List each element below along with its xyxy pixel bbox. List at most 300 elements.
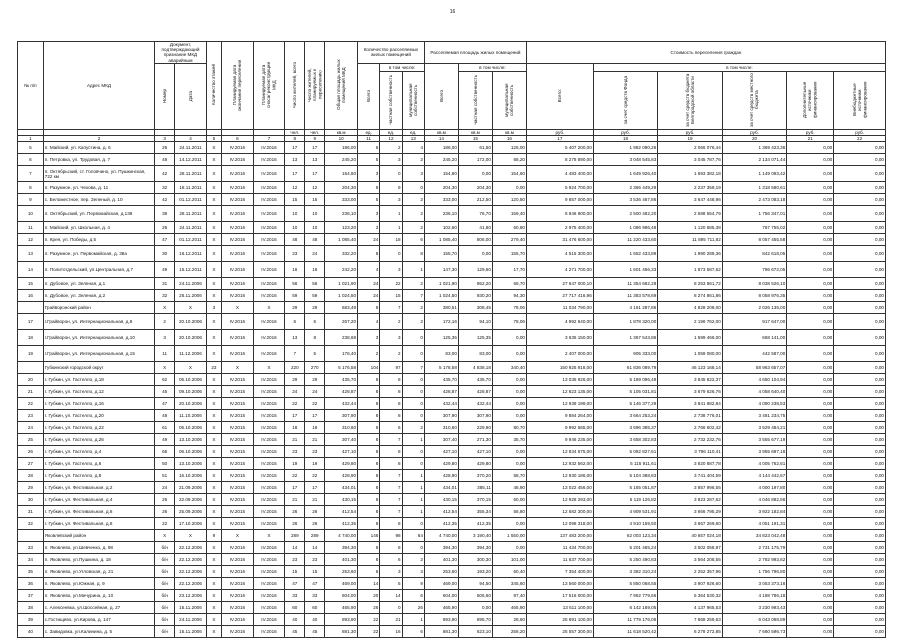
table-cell: 204,30 xyxy=(424,182,458,194)
table-cell: 1 367 543,86 xyxy=(593,330,658,346)
table-cell: IV.2016 xyxy=(222,602,254,614)
table-cell: 26 xyxy=(285,506,305,518)
table-cell: 12 928 293,00 xyxy=(526,494,593,506)
table-cell: 7 962 779,66 xyxy=(593,590,658,602)
table-cell: 4 090 238,53 xyxy=(722,398,787,410)
table-cell: 26 xyxy=(155,142,175,154)
table-cell: 5 xyxy=(305,346,325,362)
table-cell: IV.2016 xyxy=(222,590,254,602)
unit-cell: кв.м xyxy=(492,129,526,135)
table-row xyxy=(18,422,886,434)
table-row xyxy=(18,542,886,554)
table-cell: 7 xyxy=(380,506,402,518)
table-cell: 0,00 xyxy=(834,578,886,590)
table-cell: 2 xyxy=(402,554,424,566)
table-cell: 0 xyxy=(402,386,424,398)
column-number: 20 xyxy=(722,136,787,142)
table-cell: 8 057 455,58 xyxy=(722,234,787,246)
table-row xyxy=(18,182,886,194)
table-cell: 21 xyxy=(18,386,44,398)
table-cell: 28.11.2011 xyxy=(175,206,207,222)
table-cell: 0,00 xyxy=(492,346,526,362)
table-cell: 154,60 xyxy=(325,166,358,182)
table-cell: 8 xyxy=(380,458,402,470)
table-cell: 24 xyxy=(358,290,380,302)
unit-cell: чел. xyxy=(285,129,305,135)
table-cell: 97 xyxy=(380,362,402,374)
table-cell: 33 xyxy=(18,542,44,554)
table-cell: X xyxy=(206,566,221,578)
table-cell: 2 xyxy=(402,154,424,166)
table-cell: 3 190,40 xyxy=(458,530,492,542)
table-cell: 6 xyxy=(358,142,380,154)
table-cell: 0,00 xyxy=(787,330,834,346)
table-cell: 12 xyxy=(305,182,325,194)
table-cell: 31 xyxy=(18,506,44,518)
table-cell: 13 035 926,00 xyxy=(526,374,593,386)
address-cell: г. Губкин, ул. Фестивальная, д.2 xyxy=(43,482,154,494)
table-cell: 7 xyxy=(380,482,402,494)
table-cell: X xyxy=(206,154,221,166)
col-other: Внебюджетные источники финансирования xyxy=(834,71,886,129)
table-cell: 83,00 xyxy=(424,346,458,362)
table-cell: 58 963 657,07 xyxy=(722,362,787,374)
table-cell: X xyxy=(206,374,221,386)
table-cell: 465,90 xyxy=(492,602,526,614)
table-cell: 428,90 xyxy=(424,470,458,482)
table-cell: 6 xyxy=(358,566,380,578)
table-cell: X xyxy=(206,206,221,222)
table-cell: 172,00 xyxy=(458,154,492,166)
table-cell: 5 105 031,81 xyxy=(593,386,658,398)
table-cell: 26 xyxy=(155,222,175,234)
table-cell: 8 253 861,72 xyxy=(658,278,723,290)
address-cell: п. Яковлево, ул.Мичурина, д. 10 xyxy=(43,590,154,602)
table-cell: 355,34 xyxy=(458,506,492,518)
table-cell: 0 xyxy=(402,458,424,470)
table-cell: 0,00 xyxy=(834,482,886,494)
col-plan-demolish: Планируемая дата сноса/ реконструкции МКД xyxy=(253,42,285,130)
table-cell: 0,00 xyxy=(834,398,886,410)
table-cell: IV.2016 xyxy=(253,346,285,362)
col-local: за счет средств местного бюджета xyxy=(722,71,787,129)
table-cell: 0,00 xyxy=(834,206,886,222)
table-cell: IV.2016 xyxy=(253,578,285,590)
table-cell: X xyxy=(206,434,221,446)
table-cell: 0,00 xyxy=(787,154,834,166)
table-cell: 45 xyxy=(305,626,325,638)
table-cell: 429,80 xyxy=(458,458,492,470)
table-cell: IV.2016 xyxy=(222,314,254,330)
col-area-all: Всего xyxy=(424,63,458,129)
table-cell: 2 xyxy=(402,206,424,222)
table-cell: 7 xyxy=(380,470,402,482)
table-cell: 5 201 465,24 xyxy=(593,542,658,554)
table-cell: 3 xyxy=(358,166,380,182)
table-cell: 370,20 xyxy=(458,470,492,482)
table-cell: 412,35 xyxy=(458,518,492,530)
table-cell: 3 922 182,84 xyxy=(722,506,787,518)
column-number: 7 xyxy=(253,136,285,142)
table-cell: 28.11.2011 xyxy=(175,166,207,182)
table-cell: 3 xyxy=(380,194,402,206)
address-cell: п. Октябрьский, ст. Головчино, ул. Пушкинская, 722 км xyxy=(43,166,154,182)
table-row xyxy=(18,262,886,278)
table-cell: IV.2016 xyxy=(222,194,254,206)
col-rooms-municipal: муниципальная собственность xyxy=(402,71,424,129)
table-cell: 22.09.2006 xyxy=(175,494,207,506)
table-cell: 2 xyxy=(380,142,402,154)
table-cell: 1 xyxy=(402,470,424,482)
table-cell: 0,00 xyxy=(787,290,834,302)
table-cell: 35,70 xyxy=(492,434,526,446)
table-cell: 340,40 xyxy=(492,362,526,374)
table-cell: 7 xyxy=(402,290,424,302)
table-cell: 1 xyxy=(380,222,402,234)
table-cell: 1 982 090,26 xyxy=(593,142,658,154)
table-cell: 61 836 089,79 xyxy=(593,362,658,374)
table-cell: 0,00 xyxy=(834,614,886,626)
table-cell: 4 058 640,40 xyxy=(722,386,787,398)
table-cell: 3 955 697,18 xyxy=(722,446,787,458)
table-cell: 1 652 433,89 xyxy=(593,246,658,262)
table-cell: IV.2015 xyxy=(222,458,254,470)
table-cell: 2 975 400,00 xyxy=(526,222,593,234)
table-cell: 97,40 xyxy=(492,590,526,602)
table-cell: X xyxy=(206,482,221,494)
table-cell: 2 738 776,01 xyxy=(658,410,723,422)
col-doc-group: Документ, подтверждающий признание МКД аварийным xyxy=(155,42,207,64)
table-cell: X xyxy=(206,470,221,482)
table-cell: 4 740,00 xyxy=(424,530,458,542)
table-cell: 0,00 xyxy=(834,494,886,506)
table-cell: 26 xyxy=(305,506,325,518)
unit-cell: руб. xyxy=(593,129,658,135)
col-fund: за счет средств Фонда xyxy=(593,71,658,129)
table-cell: 15 xyxy=(285,566,305,578)
table-cell: IV.2015 xyxy=(222,434,254,446)
address-cell: п. Дубовое, ул. Зеленая, д.2 xyxy=(43,290,154,302)
table-cell: 1 024,50 xyxy=(424,290,458,302)
table-cell: 18 xyxy=(18,330,44,346)
table-cell: 12 582 300,00 xyxy=(526,506,593,518)
table-cell: 9 xyxy=(380,182,402,194)
table-cell: 0,00 xyxy=(458,602,492,614)
table-cell: 4 005 762,61 xyxy=(722,458,787,470)
table-cell: 8 xyxy=(358,446,380,458)
table-cell: 4 828 208,00 xyxy=(658,302,723,314)
table-row xyxy=(18,458,886,470)
table-cell: 21 xyxy=(285,494,305,506)
table-cell: 2 252 357,96 xyxy=(658,566,723,578)
table-cell: 2 473 083,18 xyxy=(722,194,787,206)
col-floors: Количество этажей xyxy=(206,42,221,130)
table-cell: 3 907 926,60 xyxy=(658,578,723,590)
table-cell: 20 xyxy=(18,374,44,386)
column-number: 4 xyxy=(175,136,207,142)
table-cell: 11 034 790,00 xyxy=(526,302,593,314)
table-cell: 146 xyxy=(358,530,380,542)
table-cell: 15 xyxy=(380,290,402,302)
table-cell: 58,70 xyxy=(492,470,526,482)
table-cell: 412,54 xyxy=(424,506,458,518)
table-cell: IV.2015 xyxy=(253,374,285,386)
table-cell: 0 xyxy=(402,410,424,422)
column-number: 16 xyxy=(492,136,526,142)
table-cell: 434,01 xyxy=(325,482,358,494)
table-cell: 35 xyxy=(18,566,44,578)
column-number: 5 xyxy=(206,136,221,142)
table-cell: 270 xyxy=(305,362,325,374)
table-cell: IV.2015 xyxy=(222,374,254,386)
table-cell: IV.2016 xyxy=(253,166,285,182)
address-cell: п. Яковлево, ул.Угловская, д. 21 xyxy=(43,566,154,578)
table-cell: 15.11.2006 xyxy=(175,626,207,638)
table-cell: 11 220 433,60 xyxy=(593,234,658,246)
table-cell: 17 xyxy=(305,142,325,154)
address-cell: г. Губкин, ул. Гастелло, д.4 xyxy=(43,446,154,458)
table-cell: 49 xyxy=(155,262,175,278)
table-cell: 427,10 xyxy=(325,446,358,458)
table-cell: 186,00 xyxy=(325,142,358,154)
table-row xyxy=(18,374,886,386)
table-cell: 4 000 197,80 xyxy=(722,482,787,494)
table-cell: X xyxy=(155,362,175,374)
table-cell: 236,10 xyxy=(325,206,358,222)
subtotal-row xyxy=(18,530,886,542)
col-cost-group: Стоимость переселения граждан xyxy=(526,42,885,64)
address-cell: г. Губкин, ул. Гастелло, д.12 xyxy=(43,386,154,398)
table-cell: X xyxy=(206,626,221,638)
table-cell: 22.12.2006 xyxy=(175,542,207,554)
table-cell: 15 xyxy=(285,194,305,206)
table-row xyxy=(18,222,886,234)
table-cell: 59 xyxy=(285,290,305,302)
table-cell: IV.2015 xyxy=(222,494,254,506)
table-cell: 2 xyxy=(155,314,175,330)
table-cell: 24 xyxy=(305,246,325,262)
table-cell: 1 xyxy=(402,434,424,446)
table-cell: 3 382 310,24 xyxy=(593,566,658,578)
table-cell: IV.2015 xyxy=(253,434,285,446)
table-row xyxy=(18,482,886,494)
table-cell: 2 731 175,79 xyxy=(722,542,787,554)
table-cell: 26 xyxy=(402,602,424,614)
table-cell: 26 xyxy=(285,518,305,530)
table-cell: 2 xyxy=(402,314,424,330)
table-cell: 279,40 xyxy=(492,234,526,246)
table-cell: б/н xyxy=(155,590,175,602)
table-cell: 258,20 xyxy=(492,626,526,638)
table-cell: 15.11.2006 xyxy=(175,602,207,614)
table-cell: 2 xyxy=(358,346,380,362)
unit-cell: руб. xyxy=(658,129,723,135)
table-cell: 2 366 449,29 xyxy=(593,182,658,194)
table-cell: IV.2016 xyxy=(253,602,285,614)
table-cell: 0,00 xyxy=(834,518,886,530)
table-cell: 917 647,00 xyxy=(722,314,787,330)
table-cell: 0,00 xyxy=(834,290,886,302)
table-cell: 1 149 093,42 xyxy=(722,166,787,182)
table-cell: 24 xyxy=(155,482,175,494)
table-cell: X xyxy=(206,246,221,262)
table-cell: 154,60 xyxy=(492,166,526,182)
unit-cell: руб. xyxy=(787,129,834,135)
table-cell: 401,30 xyxy=(325,554,358,566)
table-cell: 245,20 xyxy=(325,154,358,166)
table-cell: 24.11.2011 xyxy=(175,142,207,154)
table-cell: 7 868 259,63 xyxy=(658,614,723,626)
table-cell: 3 xyxy=(402,566,424,578)
table-cell: 623,10 xyxy=(458,626,492,638)
table-cell: 0,00 xyxy=(834,530,886,542)
column-number: 2 xyxy=(43,136,154,142)
table-cell: 2 xyxy=(402,194,424,206)
table-cell: 3 xyxy=(380,154,402,166)
col-regional: за счет средств бюджета Белгородской области xyxy=(658,71,723,129)
table-cell: б/н xyxy=(155,566,175,578)
table-cell: 17.10.2006 xyxy=(175,518,207,530)
table-cell: 68,20 xyxy=(492,154,526,166)
table-cell: 0,00 xyxy=(834,410,886,422)
table-cell: 17 xyxy=(305,410,325,422)
table-cell: X xyxy=(206,602,221,614)
table-cell: 767 755,02 xyxy=(722,222,787,234)
table-cell: 46 123 168,14 xyxy=(658,362,723,374)
table-cell: 394,30 xyxy=(424,542,458,554)
table-cell xyxy=(18,362,44,374)
table-cell: 432,44 xyxy=(424,398,458,410)
table-cell: 8 xyxy=(380,386,402,398)
col-address: Адрес МКД xyxy=(43,42,154,130)
table-cell: 0,00 xyxy=(834,470,886,482)
table-cell: 47 xyxy=(155,234,175,246)
table-cell: 32 xyxy=(155,290,175,302)
address-cell: г. Губкин, ул. Фестивальная, д.8 xyxy=(43,518,154,530)
table-row xyxy=(18,278,886,290)
table-cell: 0,00 xyxy=(834,154,886,166)
table-cell: 18 xyxy=(380,234,402,246)
column-number: 13 xyxy=(402,136,424,142)
table-cell: 6 142 169,05 xyxy=(593,602,658,614)
table-cell: IV.2016 xyxy=(253,554,285,566)
table-cell: 0,00 xyxy=(834,346,886,362)
table-cell: 370,15 xyxy=(458,494,492,506)
table-cell: 94,10 xyxy=(458,314,492,330)
table-cell: 25.11.2006 xyxy=(175,290,207,302)
table-cell: 0 xyxy=(402,542,424,554)
table-cell: 0,00 xyxy=(492,330,526,346)
table-cell: 16.12.2011 xyxy=(175,246,207,262)
table-cell: IV.2016 xyxy=(253,234,285,246)
table-cell: IV.2016 xyxy=(253,154,285,166)
table-cell: 0,00 xyxy=(834,302,886,314)
table-cell: 0,00 xyxy=(834,506,886,518)
table-cell: 39 xyxy=(18,614,44,626)
table-row xyxy=(18,330,886,346)
table-cell: 0,00 xyxy=(834,626,886,638)
column-number: 10 xyxy=(325,136,358,142)
table-cell: 14 xyxy=(285,542,305,554)
table-cell: 0,00 xyxy=(834,330,886,346)
address-cell: п. Октябрьский, ул. Первомайская, д.138 xyxy=(43,206,154,222)
table-cell: 31 xyxy=(155,278,175,290)
table-cell: 469,00 xyxy=(325,578,358,590)
table-cell: 0,00 xyxy=(787,542,834,554)
table-cell: 8 274 861,86 xyxy=(658,290,723,302)
table-cell: 1 xyxy=(402,262,424,278)
table-cell: 0,00 xyxy=(787,470,834,482)
table-cell: 0,00 xyxy=(492,386,526,398)
table-cell: IV.2016 xyxy=(222,234,254,246)
address-cell: п. Разумное, ул. Первомайская, д. 38a xyxy=(43,246,154,262)
table-cell: 1 024,50 xyxy=(325,290,358,302)
table-cell: 8 xyxy=(358,494,380,506)
column-number: 22 xyxy=(834,136,886,142)
table-row xyxy=(18,290,886,302)
table-cell: IV.2016 xyxy=(253,278,285,290)
table-cell: 65 xyxy=(155,446,175,458)
table-cell: X xyxy=(206,222,221,234)
table-cell: IV.2015 xyxy=(253,410,285,422)
table-cell: 0,00 xyxy=(787,142,834,154)
table-cell: IV.2015 xyxy=(222,422,254,434)
table-row xyxy=(18,590,886,602)
table-cell: 253,60 xyxy=(424,566,458,578)
table-cell: 27 717 416,96 xyxy=(526,290,593,302)
address-cell: Яковлевский район xyxy=(43,530,154,542)
table-cell: 435,70 xyxy=(325,374,358,386)
table-cell: 6 xyxy=(402,234,424,246)
table-cell: 3 647 448,96 xyxy=(658,194,723,206)
address-cell: с. Завидовка, ул.Калинина, д. 5 xyxy=(43,626,154,638)
table-cell: 22.12.2006 xyxy=(175,578,207,590)
table-cell: б/н xyxy=(155,542,175,554)
table-cell: IV.2016 xyxy=(253,330,285,346)
table-cell: 29 xyxy=(305,374,325,386)
table-cell: 7 xyxy=(285,346,305,362)
table-cell: 0,00 xyxy=(787,614,834,626)
table-cell: 11 xyxy=(155,346,175,362)
unit-cell: ед. xyxy=(358,129,380,135)
table-cell: 0,00 xyxy=(834,362,886,374)
table-cell: X xyxy=(206,398,221,410)
table-cell: 10 xyxy=(285,222,305,234)
table-cell: IV.2016 xyxy=(222,278,254,290)
resettlement-table xyxy=(17,41,886,638)
table-cell: 5 119 126,82 xyxy=(593,494,658,506)
table-cell: 193,20 xyxy=(458,566,492,578)
table-cell: 0 xyxy=(402,518,424,530)
table-cell: 8 xyxy=(402,246,424,262)
table-cell: IV.2015 xyxy=(253,446,285,458)
table-cell: 78,06 xyxy=(492,314,526,330)
table-cell: 236,10 xyxy=(424,206,458,222)
table-cell: 17 xyxy=(285,142,305,154)
table-cell: X xyxy=(206,290,221,302)
table-cell: 12 834 675,00 xyxy=(526,446,593,458)
table-cell: X xyxy=(155,530,175,542)
table-cell: 22 xyxy=(380,278,402,290)
address-cell: с.Гостищево, ул.Кирова, д. 147 xyxy=(43,614,154,626)
table-cell: IV.2015 xyxy=(253,470,285,482)
unit-cell: кв.м xyxy=(424,129,458,135)
table-cell: IV.2015 xyxy=(222,410,254,422)
table-cell: IV.2016 xyxy=(222,262,254,278)
table-cell: 0,00 xyxy=(834,222,886,234)
table-cell: 69,70 xyxy=(492,278,526,290)
table-cell: IV.2016 xyxy=(253,142,285,154)
